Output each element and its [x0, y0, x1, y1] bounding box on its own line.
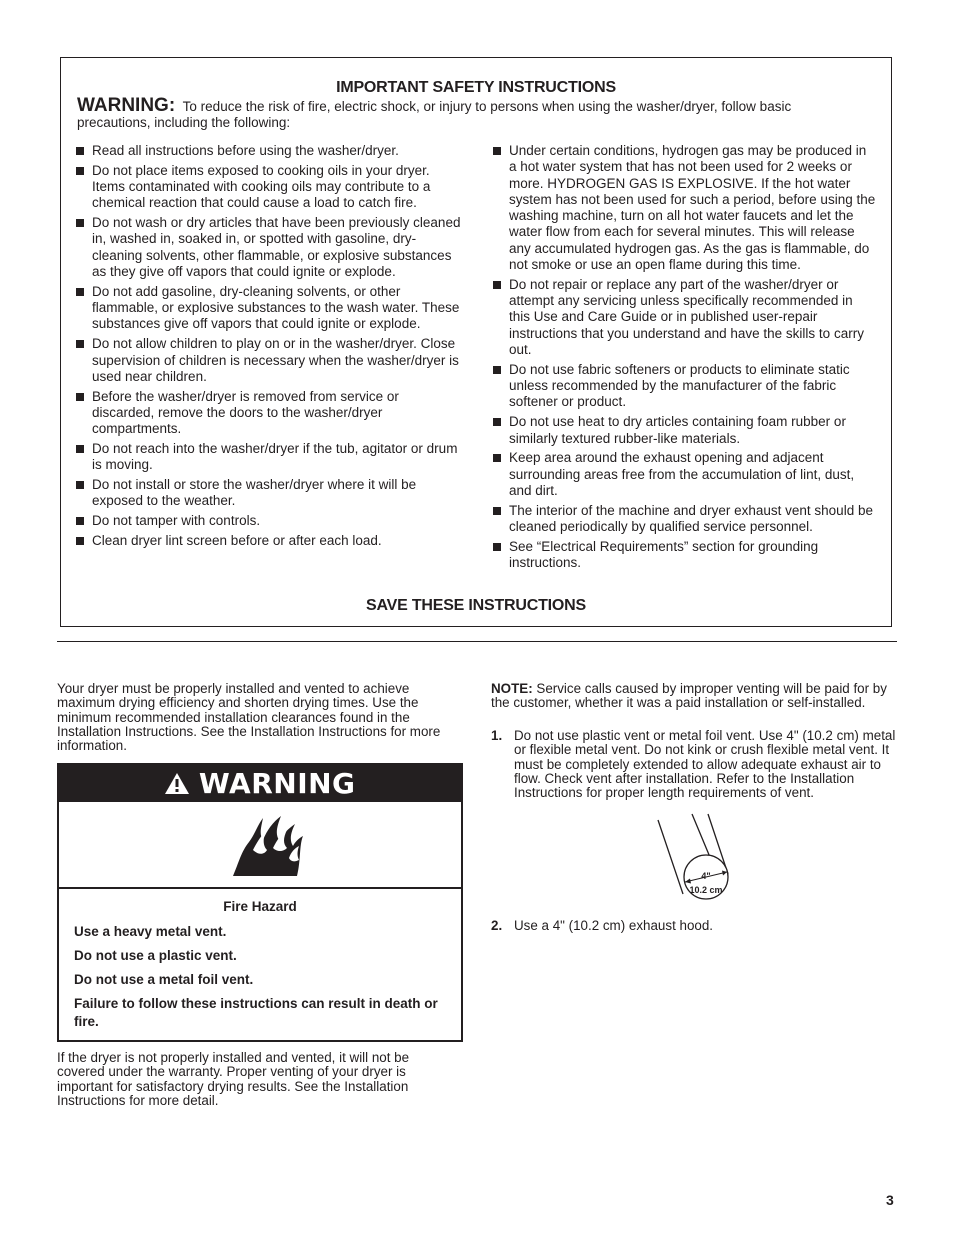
list-item: Do not tamper with controls.	[76, 513, 461, 529]
fire-hazard-warning-panel	[57, 763, 463, 1042]
square-bullet-icon	[493, 543, 501, 551]
step-text: Do not use plastic vent or metal foil vent. Use 4" (10.2 cm) metal or flexible metal vent. Do not kink or crush flexible metal vent. It must be completely extended to allow adequate exhaust air to flow. Check vent after installation. Refer to the Installation Instructions for proper length requirements of vent.	[514, 728, 896, 801]
warning-word: WARNING:	[77, 95, 176, 116]
square-bullet-icon	[493, 281, 501, 289]
hazard-line: Use a heavy metal vent.	[74, 924, 227, 939]
list-item: Do not repair or replace any part of the washer/dryer or attempt any servicing unless specifically recommended in this Use and Care Guide or in published user-repair instructions that you understand and have the skills to carry out.	[493, 277, 876, 358]
section-divider	[57, 641, 897, 642]
note-paragraph	[491, 682, 896, 711]
save-instructions-title: SAVE THESE INSTRUCTIONS	[365, 597, 587, 614]
hazard-line: Do not use a metal foil vent.	[74, 972, 254, 987]
warning-triangle-icon	[164, 772, 190, 795]
vent-cm-label: 10.2 cm	[689, 885, 723, 895]
list-item: Do not wash or dry articles that have been previously cleaned in, washed in, soaked in, or spotted with gasoline, dry-cleaning solvents, other flammable, or explosive substances as they give off vapors that could ignite or explode.	[76, 215, 461, 280]
square-bullet-icon	[76, 219, 84, 227]
vent-inch-label: 4"	[701, 871, 711, 881]
warranty-paragraph: If the dryer is not properly installed and vented, it will not be covered under the warranty. Proper venting of your dryer is important for satisfactory drying results. See the Installation Instructions for more detail.	[57, 1050, 410, 1108]
step-number: 1.	[491, 728, 503, 743]
step-text: Use a 4" (10.2 cm) exhaust hood.	[514, 918, 714, 933]
hazard-line: Do not use a plastic vent.	[74, 948, 237, 963]
warning-text: To reduce the risk of fire, electric shock, or injury to persons when using the washer/dryer, follow basic precautions, including the following:	[77, 99, 792, 130]
list-item: Do not use fabric softeners or products to eliminate static unless recommended by the manufacturer of the fabric softener or product.	[493, 362, 876, 411]
list-item: Do not reach into the washer/dryer if the tub, agitator or drum is moving.	[76, 441, 461, 474]
square-bullet-icon	[493, 507, 501, 515]
fire-hazard-lines	[74, 923, 446, 1037]
square-bullet-icon	[76, 517, 84, 525]
list-item: Do not allow children to play on or in the washer/dryer. Close supervision of children is necessary when the washer/dryer is used near children.	[76, 336, 461, 385]
hazard-line: Failure to follow these instructions can result in death or fire.	[74, 996, 438, 1029]
note-text: Service calls caused by improper venting will be paid for by the customer, whether it was a paid installation or self-installed.	[491, 681, 887, 711]
warning-header-label: WARNING	[198, 767, 356, 800]
vent-diameter-diagram	[650, 812, 740, 912]
square-bullet-icon	[493, 147, 501, 155]
square-bullet-icon	[493, 366, 501, 374]
safety-list-right	[493, 143, 876, 575]
list-item: The interior of the machine and dryer exhaust vent should be cleaned periodically by qualified service personnel.	[493, 503, 876, 536]
list-item: Read all instructions before using the washer/dryer.	[76, 143, 461, 159]
square-bullet-icon	[76, 147, 84, 155]
step-1	[491, 729, 901, 800]
safety-title: IMPORTANT SAFETY INSTRUCTIONS	[336, 79, 616, 96]
list-item: Clean dryer lint screen before or after each load.	[76, 533, 461, 549]
step-number: 2.	[491, 918, 503, 933]
list-item: Keep area around the exhaust opening and adjacent surrounding areas free from the accumulation of lint, dust, and dirt.	[493, 450, 876, 499]
square-bullet-icon	[76, 288, 84, 296]
square-bullet-icon	[76, 340, 84, 348]
safety-list-left	[76, 143, 461, 553]
fire-symbol-area	[59, 802, 461, 889]
warning-intro	[77, 95, 867, 131]
list-item: Do not use heat to dry articles containing foam rubber or similarly textured rubber-like materials.	[493, 414, 876, 447]
square-bullet-icon	[76, 445, 84, 453]
page-number: 3	[886, 1192, 894, 1208]
fire-hazard-title: Fire Hazard	[223, 899, 297, 914]
list-item: Under certain conditions, hydrogen gas may be produced in a hot water system that has not been used for 2 weeks or more. HYDROGEN GAS IS EXPLOSIVE. If the hot water system has not been used for such a period, before using the washing machine, turn on all hot water faucets and let the water flow from each for several minutes. This will release any accumulated hydrogen gas. As the gas is flammable, do not smoke or use an open flame during this time.	[493, 143, 876, 273]
list-item: Do not add gasoline, dry-cleaning solvents, or other flammable, or explosive substances to the wash water. These substances give off vapors that could ignite or explode.	[76, 284, 461, 333]
list-item: Before the washer/dryer is removed from service or discarded, remove the doors to the washer/dryer compartments.	[76, 389, 461, 438]
square-bullet-icon	[76, 167, 84, 175]
warning-header	[59, 765, 461, 802]
intro-paragraph: Your dryer must be properly installed and vented to achieve maximum drying efficiency and shorten drying times. Use the minimum recommended installation clearances found in the Installation Instructions. See the Installation Instructions for more information.	[57, 681, 441, 754]
square-bullet-icon	[493, 418, 501, 426]
safety-instructions-box	[60, 57, 892, 627]
note-label: NOTE:	[491, 681, 533, 696]
square-bullet-icon	[76, 393, 84, 401]
square-bullet-icon	[76, 481, 84, 489]
list-item: Do not place items exposed to cooking oils in your dryer. Items contaminated with cooking oils may contribute to a chemical reaction that could cause a load to catch fire.	[76, 163, 461, 212]
step-2	[491, 919, 901, 933]
list-item: Do not install or store the washer/dryer where it will be exposed to the weather.	[76, 477, 461, 510]
list-item: See “Electrical Requirements” section for grounding instructions.	[493, 539, 876, 572]
square-bullet-icon	[76, 537, 84, 545]
fire-icon	[229, 812, 305, 878]
square-bullet-icon	[493, 454, 501, 462]
